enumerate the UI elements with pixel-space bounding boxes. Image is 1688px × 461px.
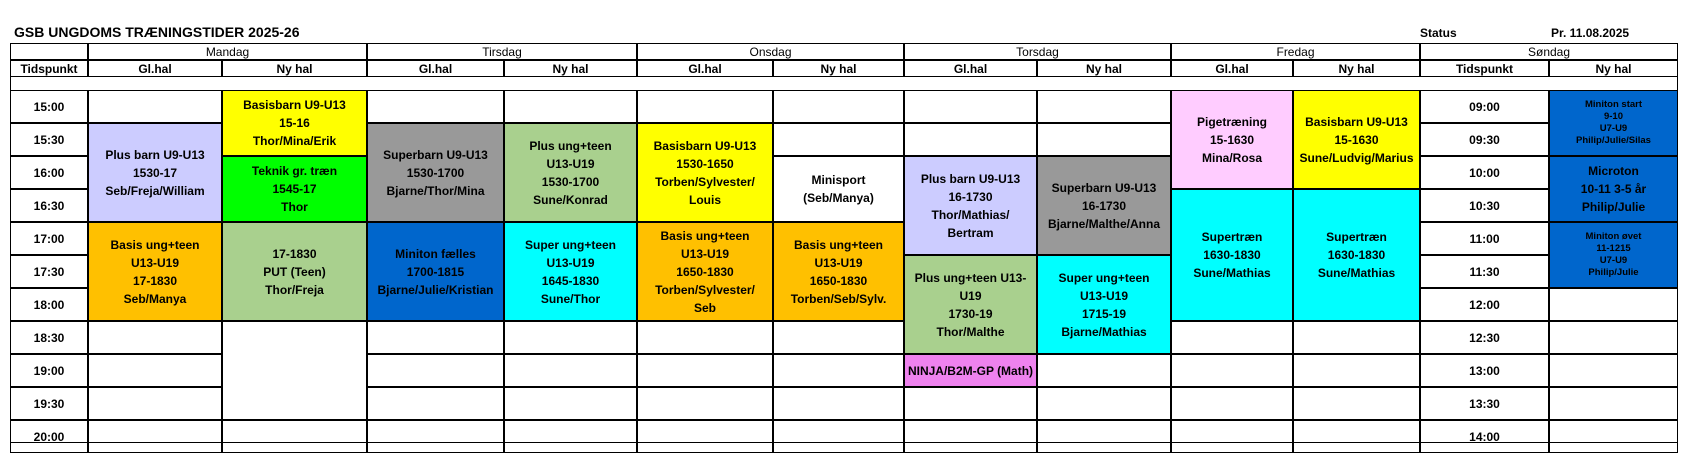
session-line: 15-16 (279, 116, 310, 130)
session-line: Basisbarn U9-U13 (653, 138, 757, 153)
empty-cell (773, 321, 904, 354)
empty-cell (637, 387, 773, 420)
session-block-wed-ny-2[interactable] (773, 222, 904, 321)
session-block-thu-gl-1[interactable] (904, 156, 1037, 255)
session-line: U13-U19 (546, 156, 595, 171)
session-line: Bertram (947, 225, 994, 240)
session-line: 1545-17 (272, 182, 317, 196)
gl-hal-header: Gl.hal (1171, 60, 1293, 77)
sunday-time-label: 11:00 (1420, 222, 1549, 255)
session-line: 16-1730 (1081, 198, 1127, 213)
session-block-fri-gl-1[interactable] (1171, 90, 1293, 189)
ny-hal-header: Ny hal (1037, 60, 1171, 77)
session-line: U13-U19 (814, 255, 863, 270)
empty-cell (1293, 387, 1420, 420)
empty-cell (1293, 420, 1420, 453)
session-line: Bjarne/Julie/Kristian (377, 282, 494, 297)
empty-cell (88, 387, 222, 420)
sunday-time-label: 09:00 (1420, 90, 1549, 123)
empty-cell (637, 420, 773, 453)
day-header-torsdag: Torsdag (904, 43, 1171, 60)
empty-cell (88, 354, 222, 387)
session-line: 11-1215 (1596, 243, 1631, 254)
session-line: Bjarne/Malthe/Anna (1047, 216, 1161, 231)
sunday-time-column-header: Tidspunkt (1420, 60, 1549, 77)
empty-cell (1037, 420, 1171, 453)
session-line: Microton (1588, 164, 1639, 178)
empty-cell (637, 354, 773, 387)
session-line: Sune/Mathias (1193, 266, 1271, 280)
time-label: 19:30 (10, 387, 88, 420)
session-block-sun-ny-1[interactable] (1549, 90, 1678, 156)
session-line: U13-U19 (680, 246, 730, 261)
time-column-header: Tidspunkt (10, 60, 88, 77)
corner-cell (10, 43, 88, 60)
session-line: Miniton fælles (395, 246, 476, 261)
session-line: Plus barn U9-U13 (920, 171, 1021, 186)
empty-cell (1549, 288, 1678, 321)
session-line: Plus ung+teen U13- (914, 270, 1027, 285)
empty-cell (367, 90, 504, 123)
session-block-tue-ny-1[interactable] (504, 123, 637, 222)
session-line: Basisbarn U9-U13 (243, 98, 346, 112)
session-line: 1645-1830 (541, 273, 600, 288)
session-line: Bjarne/Mathias (1061, 324, 1147, 339)
session-block-mon-ny-1[interactable] (222, 90, 367, 156)
session-line: Torben/Sylvester/ (655, 174, 755, 189)
session-line: Basis ung+teen (793, 237, 884, 252)
sunday-time-label: 13:30 (1420, 387, 1549, 420)
time-label: 17:30 (10, 255, 88, 288)
session-line: Sune/Konrad (533, 192, 608, 207)
empty-cell (1549, 321, 1678, 354)
empty-cell (773, 420, 904, 453)
session-line: Torben/Sylvester/ (655, 282, 755, 297)
gl-hal-header: Gl.hal (367, 60, 504, 77)
session-line: Thor/Mathias/ (931, 207, 1010, 222)
session-line: U13-U19 (1079, 288, 1129, 303)
session-line: Plus ung+teen (529, 138, 612, 153)
empty-cell (88, 321, 222, 354)
session-block-thu-ny-2[interactable] (1037, 255, 1171, 354)
empty-cell (1037, 90, 1171, 123)
session-line: Thor/Mina/Erik (252, 134, 337, 148)
empty-cell (1293, 321, 1420, 354)
gl-hal-header: Gl.hal (88, 60, 222, 77)
empty-cell (367, 354, 504, 387)
empty-cell (367, 321, 504, 354)
status-label: Status (1420, 26, 1457, 40)
empty-cell (1037, 123, 1171, 156)
session-block-tue-ny-2[interactable] (504, 222, 637, 321)
session-block-sun-ny-3[interactable] (1549, 222, 1678, 288)
session-line: Seb/Manya (123, 291, 187, 306)
session-line: U7-U9 (1599, 255, 1628, 266)
sunday-time-label: 12:30 (1420, 321, 1549, 354)
gl-hal-header: Gl.hal (637, 60, 773, 77)
session-block-wed-ny-1[interactable] (773, 156, 904, 222)
empty-cell (773, 90, 904, 123)
session-line: 17-1830 (272, 246, 317, 261)
ny-hal-header: Ny hal (773, 60, 904, 77)
session-line: Sune/Mathias (1317, 266, 1396, 280)
session-line: 9-10 (1603, 111, 1623, 122)
empty-cell (222, 420, 367, 453)
session-line: Super ung+teen (524, 237, 616, 252)
sunday-time-label: 14:00 (1420, 420, 1549, 453)
session-line: Seb (693, 300, 716, 315)
session-block-fri-ny-1[interactable] (1293, 90, 1420, 189)
session-block-fri-ny-2[interactable] (1293, 189, 1420, 321)
empty-cell (773, 354, 904, 387)
session-line: Basis ung+teen (110, 237, 200, 252)
session-block-wed-gl-1[interactable] (637, 123, 773, 222)
session-line: Super ung+teen (1058, 270, 1150, 285)
session-block-tue-gl-1[interactable] (367, 123, 504, 222)
session-line: U13-U19 (130, 255, 180, 270)
time-label: 16:00 (10, 156, 88, 189)
session-line: Basis ung+teen (660, 228, 750, 243)
session-line: Philip/Julie/Silas (1576, 135, 1651, 146)
empty-cell (88, 420, 222, 453)
empty-cell (904, 387, 1037, 420)
empty-cell (904, 123, 1037, 156)
session-line: Miniton øvet (1585, 231, 1642, 242)
empty-cell (504, 420, 637, 453)
empty-cell (1037, 387, 1171, 420)
session-block-mon-gl-1[interactable] (88, 123, 222, 222)
session-block-sun-ny-2[interactable] (1549, 156, 1678, 222)
session-line: Thor (281, 200, 308, 214)
session-line: Philip/Julie (1581, 200, 1646, 214)
session-line: 1530-1700 (541, 174, 600, 189)
session-line: Torben/Seb/Sylv. (790, 291, 887, 306)
empty-cell (504, 387, 637, 420)
session-line: 17-1830 (132, 273, 178, 288)
empty-cell (88, 90, 222, 123)
session-line: 15-1630 (1334, 132, 1379, 147)
day-header-søndag: Søndag (1420, 43, 1678, 60)
ny-hal-header: Ny hal (504, 60, 637, 77)
empty-cell (1549, 387, 1678, 420)
empty-cell (504, 354, 637, 387)
session-line: Superbarn U9-U13 (1051, 180, 1157, 195)
time-label: 18:00 (10, 288, 88, 321)
session-line: Thor/Malthe (936, 324, 1005, 339)
empty-cell (1171, 387, 1293, 420)
session-block-mon-ny-3[interactable] (222, 222, 367, 321)
time-label: 16:30 (10, 189, 88, 222)
empty-cell (1037, 354, 1171, 387)
day-header-onsdag: Onsdag (637, 43, 904, 60)
session-line: Sune/Thor (540, 291, 601, 306)
page-title: GSB UNGDOMS TRÆNINGSTIDER 2025-26 (14, 24, 300, 40)
session-block-mon-ny-2[interactable] (222, 156, 367, 222)
session-line: (Seb/Manya) (803, 191, 874, 205)
session-line: Mina/Rosa (1201, 150, 1262, 165)
day-header-tirsdag: Tirsdag (367, 43, 637, 60)
empty-cell (367, 420, 504, 453)
empty-cell (1549, 354, 1678, 387)
empty-cell (773, 123, 904, 156)
session-line: 1530-17 (132, 165, 178, 180)
session-line: U19 (959, 288, 982, 303)
session-block-wed-gl-2[interactable] (637, 222, 773, 321)
session-line: Seb/Freja/William (105, 183, 205, 198)
session-line: 1730-19 (948, 306, 993, 321)
time-label: 15:30 (10, 123, 88, 156)
empty-cell (1549, 420, 1678, 453)
empty-cell (504, 321, 637, 354)
session-line: Philip/Julie (1588, 267, 1639, 278)
session-line: 1715-19 (1081, 306, 1127, 321)
session-line: Supertræn (1326, 230, 1387, 244)
empty-cell (637, 321, 773, 354)
empty-cell (637, 90, 773, 123)
session-line: U7-U9 (1599, 123, 1628, 134)
gl-hal-header: Gl.hal (904, 60, 1037, 77)
time-label: 17:00 (10, 222, 88, 255)
session-block-thu-gl-2[interactable] (904, 255, 1037, 354)
ny-hal-header: Ny hal (1293, 60, 1420, 77)
session-line: Sune/Ludvig/Marius (1299, 150, 1414, 165)
empty-cell (904, 90, 1037, 123)
session-line: 10-11 3-5 år (1580, 182, 1647, 196)
session-line: 15-1630 (1209, 132, 1255, 147)
session-line: Plus barn U9-U13 (105, 147, 205, 162)
session-line: Basisbarn U9-U13 (1305, 114, 1408, 129)
session-line: Teknik gr. træn (251, 164, 338, 178)
session-block-mon-gl-2[interactable] (88, 222, 222, 321)
session-line: Minisport (811, 173, 866, 187)
empty-cell (1171, 321, 1293, 354)
ny-hal-header: Ny hal (222, 60, 367, 77)
time-label: 19:00 (10, 354, 88, 387)
session-block-thu-ny-1[interactable] (1037, 156, 1171, 255)
sunday-time-label: 13:00 (1420, 354, 1549, 387)
session-line: 1700-1815 (406, 264, 465, 279)
empty-cell (1171, 354, 1293, 387)
session-line: Pigetræning (1196, 114, 1267, 129)
merged-empty-cell (222, 321, 367, 420)
empty-cell (504, 90, 637, 123)
empty-cell (773, 387, 904, 420)
empty-cell (1293, 354, 1420, 387)
day-header-fredag: Fredag (1171, 43, 1420, 60)
session-line: 1630-1830 (1327, 248, 1386, 262)
status-date: Pr. 11.08.2025 (1551, 26, 1630, 40)
session-line: PUT (Teen) (263, 264, 326, 279)
session-line: Superbarn U9-U13 (383, 147, 488, 162)
session-line: 1530-1700 (406, 165, 465, 180)
sunday-time-label: 11:30 (1420, 255, 1549, 288)
day-header-mandag: Mandag (88, 43, 367, 60)
empty-cell (904, 420, 1037, 453)
session-line: U13-U19 (546, 255, 595, 270)
session-line: Miniton start (1585, 99, 1642, 110)
sunday-time-label: 10:00 (1420, 156, 1549, 189)
time-label: 15:00 (10, 90, 88, 123)
session-block-fri-gl-2[interactable] (1171, 189, 1293, 321)
empty-cell (1171, 420, 1293, 453)
sunday-time-label: 10:30 (1420, 189, 1549, 222)
sunday-time-label: 12:00 (1420, 288, 1549, 321)
time-label: 18:30 (10, 321, 88, 354)
session-line: 16-1730 (948, 189, 993, 204)
session-line: NINJA/B2M-GP (Math) (907, 363, 1034, 378)
sunday-time-label: 09:30 (1420, 123, 1549, 156)
empty-cell (367, 387, 504, 420)
session-line: 1650-1830 (809, 273, 868, 288)
session-block-thu-gl-3[interactable] (904, 354, 1037, 387)
session-line: 1530-1650 (676, 156, 734, 171)
session-line: 1630-1830 (1203, 248, 1261, 262)
session-line: Louis (689, 192, 721, 207)
session-line: Supertræn (1201, 230, 1263, 244)
sunday-ny-hal-header: Ny hal (1549, 60, 1678, 77)
time-label: 20:00 (10, 420, 88, 453)
session-line: 1650-1830 (676, 264, 734, 279)
session-block-tue-gl-2[interactable] (367, 222, 504, 321)
session-line: Thor/Freja (265, 282, 324, 297)
session-line: Bjarne/Thor/Mina (386, 183, 485, 198)
